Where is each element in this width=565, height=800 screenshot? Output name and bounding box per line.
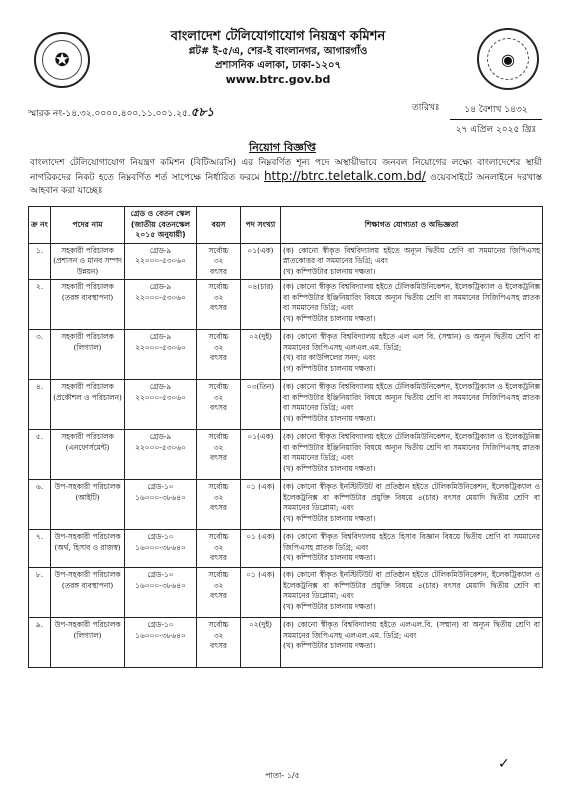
- cell-grade: [125, 430, 197, 480]
- pay-scale: ১৬০০০-৩৮৬৪০: [135, 580, 186, 590]
- cell-post-count: ০৩(তিন): [241, 380, 281, 430]
- cell-qualification: [281, 280, 543, 330]
- tower-emblem-icon: ◉: [487, 38, 529, 80]
- cell-post-count: ০১ (এক): [241, 568, 281, 618]
- cell-post-count: ০৪(চার): [241, 280, 281, 330]
- cell-serial: ৪.: [29, 380, 51, 430]
- age-limit-text: ৩২: [213, 542, 224, 552]
- cell-qualification: [281, 380, 543, 430]
- date-block: [450, 100, 542, 139]
- age-limit-text: সর্বোচ্চ: [208, 620, 229, 629]
- age-limit-text: বৎসর: [209, 453, 227, 462]
- grade-label: গ্রেড-১০: [147, 532, 174, 541]
- qualification-item: (ক) কোনো স্বীকৃত বিশ্ববিদ্যালয় হইতে এল এল বি. (সম্মান) ও অন্যূন দ্বিতীয় শ্রেণি বা সমমানের জিপিএসহ এলএল.এম. ডিগ্রি;: [283, 332, 540, 352]
- intro-paragraph: [30, 157, 542, 198]
- cell-serial: ১.: [29, 243, 51, 280]
- vacancy-table: [28, 206, 543, 668]
- table-row: [29, 618, 543, 668]
- organization-block: [148, 28, 408, 87]
- cell-serial: ৫.: [29, 430, 51, 480]
- cell-serial: ৭.: [29, 530, 51, 568]
- age-limit-text: সর্বোচ্চ: [208, 282, 229, 291]
- cell-post: সহকারী পরিচালক (প্রশাসন ও মানব সম্পদ উন্নয়ন): [51, 243, 125, 280]
- org-name: বাংলাদেশ টেলিযোগাযোগ নিয়ন্ত্রণ কমিশন: [170, 29, 386, 44]
- cell-post: উপ-সহকারী পরিচালক (অর্থ, হিসাব ও রাজস্ব): [51, 530, 125, 568]
- page-title: নিয়োগ বিজ্ঞপ্তি: [249, 141, 316, 154]
- table-row: [29, 330, 543, 380]
- qualification-item: (ক) কোনো স্বীকৃত ইনস্টিটিউট বা প্রতিষ্ঠান হইতে টেলিকমিউনিকেশন, ইলেকট্রিক্যাল ও ইলেকট্রনিক্স বা কম্পিউটার প্রযুক্তি বিষয়ে ৪(চার) বৎসর মেয়াদি দ্বিতীয় শ্রেণি বা সমমানের ডিপ্লোমা; এবং: [283, 570, 540, 600]
- age-limit-text: সর্বোচ্চ: [208, 432, 229, 441]
- table-header-row: [29, 207, 543, 244]
- cell-grade: [125, 480, 197, 530]
- cell-age: [197, 618, 241, 668]
- cell-age: [197, 530, 241, 568]
- cell-post-count: ০১ (এক): [241, 480, 281, 530]
- age-limit-text: বৎসর: [209, 303, 227, 312]
- pay-scale: ২২০০০-৫৩০৬০: [135, 442, 186, 452]
- pay-scale: ২২০০০-৫৩০৬০: [135, 392, 186, 402]
- table-row: [29, 243, 543, 280]
- intro-text: বাংলাদেশ টেলিযোগাযোগ নিয়ন্ত্রণ কমিশন (বিটিআরসি) এর নিম্নবর্ণিত শূন্য পদে অস্থায়ীভাবে জনবল নিয়োগের লক্ষ্যে বাংলাদেশের স্থায়ী নাগরিকদের নিকট হতে নিম্নবর্ণিত শর্ত সাপেক্ষে নির্ধারিত ফরমে: [30, 158, 542, 183]
- qualification-item: (খ) কম্পিউটার চালনায় দক্ষতা।: [283, 313, 376, 323]
- page-number: পাতা- ১/৫: [265, 771, 300, 780]
- address-line-1: প্লট# ই-৫/এ, শের-ই বাংলানগর, আগারগাঁও: [188, 46, 368, 57]
- memo-handwritten-number: ৫৮১: [190, 105, 215, 119]
- grade-label: গ্রেড-৯: [149, 382, 172, 391]
- cell-qualification: [281, 330, 543, 380]
- cell-serial: ৩.: [29, 330, 51, 380]
- cell-age: [197, 380, 241, 430]
- qualification-item: (খ) কম্পিউটার চালনায় দক্ষতা।: [283, 413, 376, 423]
- cell-grade: [125, 243, 197, 280]
- cell-grade: [125, 330, 197, 380]
- qualification-item: (খ) কম্পিউটার চালনায় দক্ষতা।: [283, 601, 376, 611]
- grade-label: গ্রেড-৯: [149, 282, 172, 291]
- qualification-item: (খ) বার কাউন্সিলের সনদ; এবং: [283, 353, 376, 362]
- age-limit-text: সর্বোচ্চ: [208, 532, 229, 541]
- cell-age: [197, 243, 241, 280]
- qualification-item: (ক) কোনো স্বীকৃত বিশ্ববিদ্যালয় হইতে অন্যূন দ্বিতীয় শ্রেণি বা সমমানের জিপিএসহ স্নাতকোত্তর বা সমমানের ডিগ্রি; এবং: [283, 245, 540, 265]
- intro-text-end: ওয়েবসাইটে অনলাইনে দরখাস্ত আহবান করা যাচ্ছেঃ: [30, 173, 542, 196]
- table-row: [29, 280, 543, 330]
- address-line-2: প্রশাসনিক এলাকা, ঢাকা-১২০৭: [215, 60, 341, 71]
- age-limit-text: বৎসর: [209, 553, 227, 562]
- grade-label: গ্রেড-৯: [149, 332, 172, 341]
- cell-age: [197, 330, 241, 380]
- website-link[interactable]: www.btrc.gov.bd: [225, 73, 331, 86]
- age-limit-text: সর্বোচ্চ: [208, 482, 229, 491]
- col-header-qualification: শিক্ষাগত যোগ্যতা ও অভিজ্ঞতা: [281, 207, 543, 244]
- cell-grade: [125, 280, 197, 330]
- pay-scale: ১৬০০০-৩৮৬৪০: [135, 630, 186, 640]
- age-limit-text: সর্বোচ্চ: [208, 382, 229, 391]
- table-row: [29, 568, 543, 618]
- qualification-item: (খ) কম্পিউটার চালনায় দক্ষতা।: [283, 266, 376, 276]
- qualification-item: (খ) কম্পিউটার চালনায় দক্ষতা।: [283, 463, 376, 473]
- pay-scale: ২২০০০-৫৩০৬০: [135, 292, 186, 302]
- cell-post: উপ-সহকারী পরিচালক (তরঙ্গ ব্যবস্থাপনা): [51, 568, 125, 618]
- memo-number: [28, 104, 214, 124]
- col-header-count: পদ সংখ্যা: [241, 207, 281, 244]
- age-limit-text: ৩২: [213, 292, 224, 302]
- age-limit-text: বৎসর: [209, 266, 227, 276]
- cell-qualification: [281, 530, 543, 568]
- grade-label: গ্রেড-১০: [147, 482, 174, 491]
- application-url[interactable]: http://btrc.teletalk.com.bd/: [263, 169, 426, 183]
- qualification-item: (ক) কোনো স্বীকৃত বিশ্ববিদ্যালয় হইতে হিসাব বিজ্ঞান বিষয়ে দ্বিতীয় শ্রেণি বা সমমানের জিপিএসহ স্নাতক ডিগ্রি; এবং: [283, 532, 540, 552]
- table-row: [29, 380, 543, 430]
- cell-serial: ২.: [29, 280, 51, 330]
- age-limit-text: বৎসর: [209, 591, 227, 600]
- age-limit-text: সর্বোচ্চ: [208, 245, 229, 255]
- cell-post-count: ০১(এক): [241, 243, 281, 280]
- date-label: তারিখঃ: [412, 103, 440, 113]
- bangladesh-govt-seal-icon: [34, 32, 90, 88]
- grade-label: গ্রেড-৯: [149, 245, 172, 255]
- age-limit-text: ৩২: [213, 256, 224, 265]
- age-limit-text: ৩২: [213, 492, 224, 502]
- age-limit-text: সর্বোচ্চ: [208, 332, 229, 341]
- cell-qualification: [281, 480, 543, 530]
- age-limit-text: সর্বোচ্চ: [208, 570, 229, 579]
- memo-label: স্মারক নং-১৪.৩২.০০০০.৪০০.১১.০০১.২৫.: [28, 109, 191, 119]
- letterhead: [28, 28, 543, 102]
- qualification-item: (ক) কোনো স্বীকৃত বিশ্ববিদ্যালয় হইতে এলএল.বি. (সম্মান) বা অন্যূন দ্বিতীয় শ্রেণি বা সমমানের জিপিএসহ এলএল.এম. ডিগ্রি; এবং: [283, 620, 540, 640]
- pay-scale: ১৬০০০-৩৮৬৪০: [135, 542, 186, 552]
- cell-post: সহকারী পরিচালক (তরঙ্গ ব্যবস্থাপনা): [51, 280, 125, 330]
- cell-qualification: [281, 243, 543, 280]
- date-english: ২৭ এপ্রিল ২০২৫ খ্রিঃ: [455, 125, 537, 135]
- cell-grade: [125, 618, 197, 668]
- qualification-item: (খ) কম্পিউটার চালনায় দক্ষতা।: [283, 553, 376, 562]
- cell-serial: ৯.: [29, 618, 51, 668]
- age-limit-text: বৎসর: [209, 403, 227, 412]
- cell-post-count: ০২(দুই): [241, 618, 281, 668]
- cell-age: [197, 568, 241, 618]
- cell-qualification: [281, 618, 543, 668]
- pay-scale: ১৬০০০-৩৮৬৪০: [135, 492, 186, 502]
- grade-label: গ্রেড-১০: [147, 620, 174, 629]
- date-bangla: ১৪ বৈশাখ ১৪৩২: [464, 105, 528, 115]
- qualification-item: (ক) কোনো স্বীকৃত বিশ্ববিদ্যালয় হইতে টেলিকমিউনিকেশন, ইলেকট্রিক্যাল ও ইলেকট্রনিক্স বা কম্পিউটার ইঞ্জিনিয়ারিং বিষয়ে অন্যূন দ্বিতীয় শ্রেণি বা সমমানের সিজিপিএসহ স্নাতক বা সমমানের ডিগ্রি; এবং: [283, 382, 540, 412]
- cell-grade: [125, 568, 197, 618]
- cell-age: [197, 430, 241, 480]
- col-header-age: বয়স: [197, 207, 241, 244]
- cell-post-count: ০২(দুই): [241, 330, 281, 380]
- age-limit-text: বৎসর: [209, 641, 227, 650]
- table-row: [29, 530, 543, 568]
- table-row: [29, 430, 543, 480]
- cell-post: সহকারী পরিচালক (প্রকৌশল ও পরিচালন): [51, 380, 125, 430]
- age-limit-text: ৩২: [213, 630, 224, 640]
- cell-post: উপ-সহকারী পরিচালক (আইটি): [51, 480, 125, 530]
- cell-post-count: ০১(এক): [241, 430, 281, 480]
- cell-grade: [125, 380, 197, 430]
- cell-serial: ৮.: [29, 568, 51, 618]
- cell-qualification: [281, 568, 543, 618]
- grade-label: গ্রেড-১০: [147, 570, 174, 579]
- cell-post: সহকারী পরিচালক (এনফোর্সমেন্ট): [51, 430, 125, 480]
- cell-post-count: ০১ (এক): [241, 530, 281, 568]
- col-header-grade: গ্রেড ও বেতন স্কেল (জাতীয় বেতনস্কেল ২০১৫ অনুযায়ী): [125, 207, 197, 244]
- col-header-post: পদের নাম: [51, 207, 125, 244]
- cell-serial: ৬.: [29, 480, 51, 530]
- cell-age: [197, 480, 241, 530]
- age-limit-text: ৩২: [213, 580, 224, 590]
- qualification-item: (খ) কম্পিউটার চালনায় দক্ষতা।: [283, 641, 376, 650]
- qualification-item: (খ) কম্পিউটার চালনায় দক্ষতা।: [283, 513, 376, 523]
- age-limit-text: ৩২: [213, 392, 224, 402]
- col-header-serial: ক্র নং: [29, 207, 51, 244]
- btrc-logo-icon: [477, 28, 539, 90]
- pay-scale: ২২০০০-৫৩০৬০: [135, 256, 186, 265]
- map-emblem-icon: ✪: [42, 40, 82, 80]
- pay-scale: ২২০০০-৫৩০৬০: [135, 342, 186, 352]
- qualification-item: (ক) কোনো স্বীকৃত ইনস্টিটিউট বা প্রতিষ্ঠান হইতে টেলিকমিউনিকেশন, ইলেকট্রিক্যাল ও ইলেকট্রনিক্স বা কম্পিউটার প্রযুক্তি বিষয়ে ৪(চার) বৎসর মেয়াদি দ্বিতীয় শ্রেণি বা সমমানের ডিপ্লোমা; এবং: [283, 482, 540, 512]
- cell-post: উপ-সহকারী পরিচালক (লিগ্যাল): [51, 618, 125, 668]
- cell-post: সহকারী পরিচালক (লিগ্যাল): [51, 330, 125, 380]
- age-limit-text: বৎসর: [209, 503, 227, 512]
- qualification-item: (ক) কোনো স্বীকৃত বিশ্ববিদ্যালয় হইতে টেলিকমিউনিকেশন, ইলেকট্রিক্যাল ও ইলেকট্রনিক্স বা কম্পিউটার ইঞ্জিনিয়ারিং বিষয়ে অন্যূন দ্বিতীয় শ্রেণি বা সমমানের সিজিপিএসহ স্নাতক বা সমমানের ডিগ্রি; এবং: [283, 282, 540, 312]
- cell-qualification: [281, 430, 543, 480]
- cell-grade: [125, 530, 197, 568]
- initial-signature: ✓: [498, 756, 510, 772]
- age-limit-text: ৩২: [213, 442, 224, 452]
- age-limit-text: বৎসর: [209, 353, 227, 362]
- grade-label: গ্রেড-৯: [149, 432, 172, 441]
- cell-age: [197, 280, 241, 330]
- table-row: [29, 480, 543, 530]
- age-limit-text: ৩২: [213, 342, 224, 352]
- qualification-item: (ক) কোনো স্বীকৃত বিশ্ববিদ্যালয় হইতে টেলিকমিউনিকেশন, ইলেকট্রিক্যাল ও ইলেকট্রনিক্স বা কম্পিউটার ইঞ্জিনিয়ারিং বিষয়ে অন্যূন দ্বিতীয় শ্রেণি বা সমমানের সিজিপিএসহ স্নাতক বা সমমানের ডিগ্রি; এবং: [283, 432, 540, 462]
- qualification-item: (গ) কম্পিউটার চালনায় দক্ষতা।: [283, 363, 376, 373]
